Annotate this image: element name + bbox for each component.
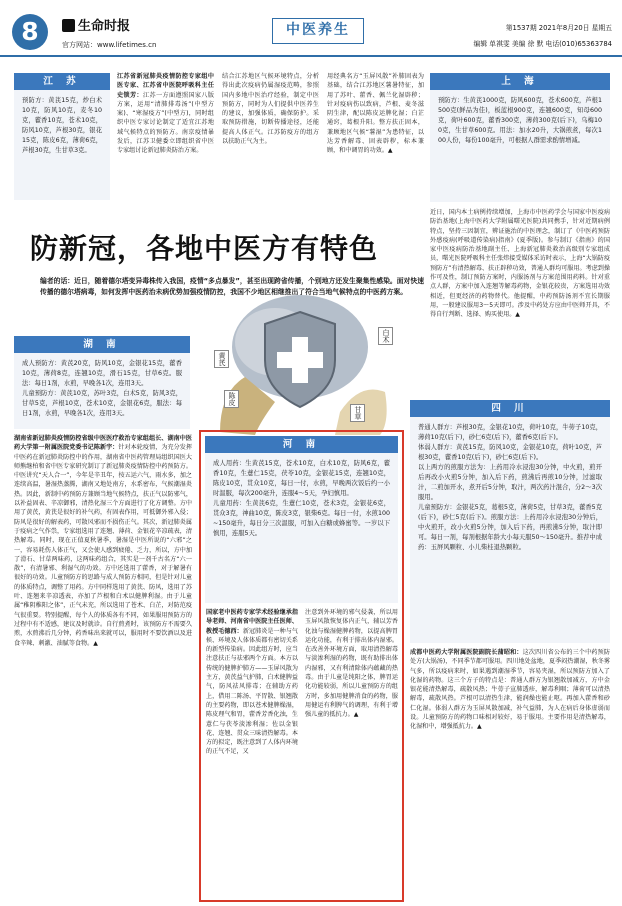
region-sichuan-label: 四 川 bbox=[410, 400, 610, 417]
region-shanghai-label: 上 海 bbox=[430, 73, 610, 90]
henan-expert-intro: 国家老中医药专家学术经验继承指导老师、河南省中医院主任医师、教授毛德西： bbox=[206, 609, 298, 635]
sichuan-child-recipe: 儿童预防方：金银花5克，葛根5克，薄荷5克，甘草3克，藿香5克(后下)，砂仁5克(后下)。煎服方法：上药用冷水浸泡30分钟后，中火煎开，改小火煎5分钟，加入后下药，再煎沸5分钟，取汁即可。每日一剂，每剂根据年龄大小每天服50～150毫升。推荐中成药：玉屏风颗粒、小儿柴桂退热颗粒。 bbox=[418, 504, 602, 551]
section-title: 中医养生 bbox=[272, 18, 364, 44]
website-link[interactable]: 官方网站：www.lifetimes.cn bbox=[62, 41, 157, 49]
jiangsu-text-1: 江苏一方面遵照国家八版方案，运用“清肺排毒汤”(中型方案)、“寒湿疫方”(中型方)，同时组织中医专家讨论制定了适宜江苏地域气候特点的预防方。南京疫情暴发后，江苏卫健委立即组织省中医专家组讨论新冠肺炎防治方案。 bbox=[117, 91, 214, 155]
region-jiangsu-label: 江 苏 bbox=[14, 73, 110, 90]
hunan-article bbox=[14, 434, 192, 900]
herb-label-huangqi: 黄芪 bbox=[214, 350, 229, 368]
editor-info: 编辑 单祺雯 美编 徐 默 电话(010)65363784 bbox=[473, 40, 612, 48]
headline: 防新冠，各地中医方有特色 bbox=[30, 232, 379, 265]
hunan-text: 针对本轮疫情，为充分发挥中医药在新冠肺炎防控中的作用，湖南省中医药管理局组织国医大师熊继柏和省中医专家研究制订了新冠肺炎疫情防控中药预防方。中医讲究“天人合一”，今年是辛丑年，按五运六气，雨水多，加之连续高温，暑湿热蒸腾，湖南又地处南方，水系密布，气候潮湿炎热。因此，新制中药预防方兼顾当地气候特点，扶正气以防邪气，以补益固表、辛凉御邪，清热化湿三个方面进行了化方调整。方中用了黄芪，黄芪是很好的补气药，有固表作用，可抵御外邪入侵；防风是很好的解表药，可散风邪而不损伤正气。其次，新冠肺炎属于疫病之气作祟，专家组选用了连翘、薄荷、金银花辛凉疏表，清热解毒。同时，现在正值夏秋暑季，暑湿是中医所说的“六邪”之一，容易耗伤人体正气，又会使人感到疲倦、乏力，所以，方中加了滑石、甘草两味药，这两味药组合，其实是一剂千古名方“六一散”，有清暑邪、利湿气的功效。方中还选用了藿香，对于解暑有很好的功效。儿童预防方的思路与成人预防方相同，但是针对儿童的体质特点，调整了用药。方中同样选用了黄芪、防风，选用了苏叶、连翘来辛凉透表，亦加了芦根和白术以健脾利湿。由于儿童属“稚阴稚阳之体”，正气未充，所以选用了苍术、白芷，对防范疫气很重要。特别提醒，每个人的体质各有不同，如果服用预防方的过程中有不适感，建议及时就诊。自行煎煮时，该预防方不需要久煎，水煎沸后几分钟，药香味出来就可以，服用时不要饮酒以及进食辛辣、刺激、油腻等食物。▲ bbox=[14, 444, 192, 647]
herb-illustration bbox=[200, 272, 400, 435]
sichuan-article bbox=[410, 648, 610, 900]
hunan-adult-recipe: 成人预防方：黄芪20克，防风10克，金银花15克，藿香10克，薄荷8克，连翘10克，滑石15克，甘草6克。服法：每日1剂，水煎，早晚各1次，连用3天。 bbox=[22, 360, 182, 387]
henan-child-recipe: 儿童用药：生黄芪6克，生薏仁10克，苍术3克，金银花6克，贯众3克，神曲10克，陈皮3克，银柴6克。每日一付，水煎100~150毫升，每日分三次温服，可加入白糖或蜂蜜等。一岁以下慎用，连服5天。 bbox=[213, 500, 390, 537]
page-number: 8 bbox=[12, 14, 48, 50]
herb-label-chenpi: 陈皮 bbox=[224, 390, 239, 408]
sichuan-usage: 以上两方的煎服方法为：上药用冷水浸泡30分钟，中火煎，煎开后再改小火煎5分钟，加入后下药，煎沸后再煎10分钟，过滤取汁，二煎加开水，煮开后5分钟，取汁，两次药汁混合，分2～3次服用。 bbox=[418, 464, 602, 501]
herb-label-baizhu: 白术 bbox=[378, 327, 393, 345]
hunan-expert-intro: 湖南省新冠肺炎疫情防控省级中医医疗救治专家组组长、湖南中医药大学第一附属医院党委书记陈新宇： bbox=[14, 435, 192, 452]
henan-recipe bbox=[205, 453, 398, 603]
henan-adult-recipe: 成人用药：生黄芪15克，苍术10克，白术10克，防风6克，藿香10克，生薏仁15克，茯苓10克，金银花15克，连翘10克，陈皮10克，贯众10克，每日一付，水煎，早晚两次饭后约一小时温服，每次200毫升，连服4～5天，孕妇慎用。 bbox=[213, 460, 390, 497]
hunan-recipe bbox=[14, 353, 190, 429]
shanghai-article: 近日，国内本土病例持续增加，上海市中医药学会与国家中医疫病防治基地(上海中医药大学附属曙光医院)共同携手，针对近期病例特点，坚持三因制宜，辨证施治的中医理念，制订了《中医药预防外感疫病(呼吸道传染病)指南》(夏季版)。参与制订《指南》的国家中医疫病防治基地副主任、上海新冠肺炎救治高级别专家组成员，曙光医院呼吸科主任张炜接受媒体采访时表示，上海“大锅防疫预防方”有清热解毒、扶正辟秽功效，普通人群均可服用。考虑到操作可及性，制订预防方案时，内服汤剂与方案范围用药料。针对重点人群，方案中加入连翘等解毒药物，金银花较贵，方案选用功效相近，但更经济的药物替代。他提醒，中药预防汤剂不宜长期服用，一般建议服用3～5天即可。涉及中药处方应由中医师开具，不得自行判断、选择、购买使用。▲ bbox=[430, 209, 610, 319]
hunan-child-recipe: 儿童预防方：黄芪10克，苏叶3克，白术5克，防风3克，甘草5克，芦根10克，苍术10克，金银花6克，服法：每日1剂，水煎，早晚各1次，连用3天。 bbox=[22, 390, 182, 417]
sichuan-expert-intro: 成都中医药大学附属医院副院长蒲昭和： bbox=[410, 649, 523, 656]
jiangsu-expert-intro: 江苏省新冠肺炎疫情防控专家组中医专家、江苏省中医院呼吸科主任史锁芳： bbox=[117, 73, 214, 99]
issue-info: 第1537期 2021年8月20日 星期五 bbox=[505, 24, 612, 32]
sichuan-weak-recipe: 体弱人群方：黄芪15克，防风10克，金银花10克，荷叶10克，芦根30克，藿香10克(后下)，砂仁6克(后下)。 bbox=[418, 444, 602, 461]
editor-note: 编者的话：近日，随着德尔塔变异毒株传入我国，疫情“多点暴发”，甚至出现跨省传播，个别地方还发生聚集性感染。面对快速传播的德尔塔病毒，如何发挥中医药治未病优势加强疫情防控，我国不少地区相继推出了符合当地气候特点的中医药方案。 bbox=[40, 277, 424, 296]
shanghai-recipe: 预防方：生黄芪1000克，防风600克，苍术600克，芦根1500克(鲜品为佳)，板蓝根900克，连翘600克，知母600克，荷叶600克，藿香300克，薄荷300克(后下)，乌梅100克，生甘草600克。用法：加水20升，大锅煎煮，每次100人份，每份100毫升，可根据人群需求酌情增减。 bbox=[430, 90, 610, 202]
page-header bbox=[0, 0, 622, 57]
newspaper-logo bbox=[62, 19, 130, 35]
shield-herb-graphic bbox=[200, 272, 400, 435]
newspaper-name: 生命时报 bbox=[78, 19, 131, 34]
jiangsu-article-col2: 结合江苏地区气候环境特点，分析得出此次疫病仍属湿疫范畴，参照国内多地中医治疗经验，制定中医预防方，同时为人们提供中医养生的建议，加强体质，确保防护。采取预防措施，切断传播途径，还能提高人体正气。江苏防疫方的组方以扶助正气为主。 bbox=[222, 73, 319, 146]
sichuan-recipe bbox=[410, 417, 610, 643]
jiangsu-article-col3: 用经典名方“玉屏风散”补肺固表为基础，结合江苏地区薯暑特征，加用了苏叶、藿香、佩兰化湿辟秽；针对疫病伤以致病，芦根、麦冬滋阴生津，配以陈皮运脾化湿；白芷通窍，葛根升阳。整方扶正固本，兼顾地区气候“薯湿”为患特征，以达芳香解毒、固表辟秽，标本兼顾，和中调胃的功效。▲ bbox=[327, 73, 424, 155]
henan-article-col1 bbox=[206, 608, 298, 898]
sichuan-general-recipe: 普通人群方：芦根30克，金银花10克，荷叶10克，牛蒡子10克，薄荷10克(后下)，砂仁6克(后下)，藿香6克(后下)。 bbox=[418, 424, 602, 441]
jiangsu-article-col1 bbox=[117, 72, 214, 224]
sichuan-text: 这次四川省公布的三个中药预防处方(大锅汤)，不同季节都可服用。四川地处盆地，夏季闷热潮湿，秋冬雾气多，所以疫病来时，如果遇到潮湿季节，容易夹湿，所以预防方加入了化湿的药物。这三个方子的特点是：普通人群方为银翘散加减方，方中金银花能清热解毒，疏散风热；牛蒡子宣肺透疹，解毒利咽；薄荷可以清热解毒，疏散风热。芦根可以清热生津，能润燥也能止呕。再加入藿香和砂仁化湿。体弱人群方为玉屏风散加减，补气益肺，为人在病后身体虚弱而设。儿童预防方的药物口味相对较好，易于服用。主要作用是清热解毒，化湿和中，增强抵抗力。▲ bbox=[410, 649, 610, 731]
region-henan-label: 河 南 bbox=[205, 436, 398, 453]
henan-text-1: 新冠肺炎是一种与气候、环境及人体体质都有密切关系的新型传染病。因此组方时，应当注意扶正与祛邪两个方面。本方以传统的健脾护肺方——玉屏风散为主方，黄芪益气护肺，白术健脾益气，防风祛风排毒；在辅助方药上，借用二陈汤、平胃散、银翘散的主要药物，即以苍术健脾燥湿，陈皮理气和胃，藿香芳香化浊，生薏仁与茯苓淡渗利湿；佐以金银花、连翘、贯众三味清热解毒。本方的拟定，既注意到了人体内环境的正气不足，又 bbox=[206, 627, 298, 756]
region-hunan-label: 湖 南 bbox=[14, 336, 190, 353]
jiangsu-recipe: 预防方：黄芪15克，炒白术10克，防风10克，麦冬10克，藿香10克，苍术10克，防风10克，芦根30克，银花15克，陈皮6克，薄荷6克，芦根30克，生甘草3克。 bbox=[14, 90, 110, 200]
herb-label-gancao: 甘草 bbox=[350, 404, 365, 422]
henan-article-col2: 注意到外环境的邪气侵袭，所以用玉屏风散恢复体内正气，辅以芳香化浊与燥湿健脾药物，以提高脾胃运化功能，有利于排出体内湿邪。在改善外环境方面，取用清热解毒与淡渗利湿的药物，既有助排出体内湿邪，又有利清除体内蕴藏的热毒。由于儿童是纯阳之体，脾胃运化功能较弱，所以儿童预防方的组方时，多加用健脾消食的药物，服用健运有利脾气的调理，有利于增强儿童的抵抗力。▲ bbox=[305, 609, 398, 719]
logo-icon bbox=[62, 19, 75, 32]
